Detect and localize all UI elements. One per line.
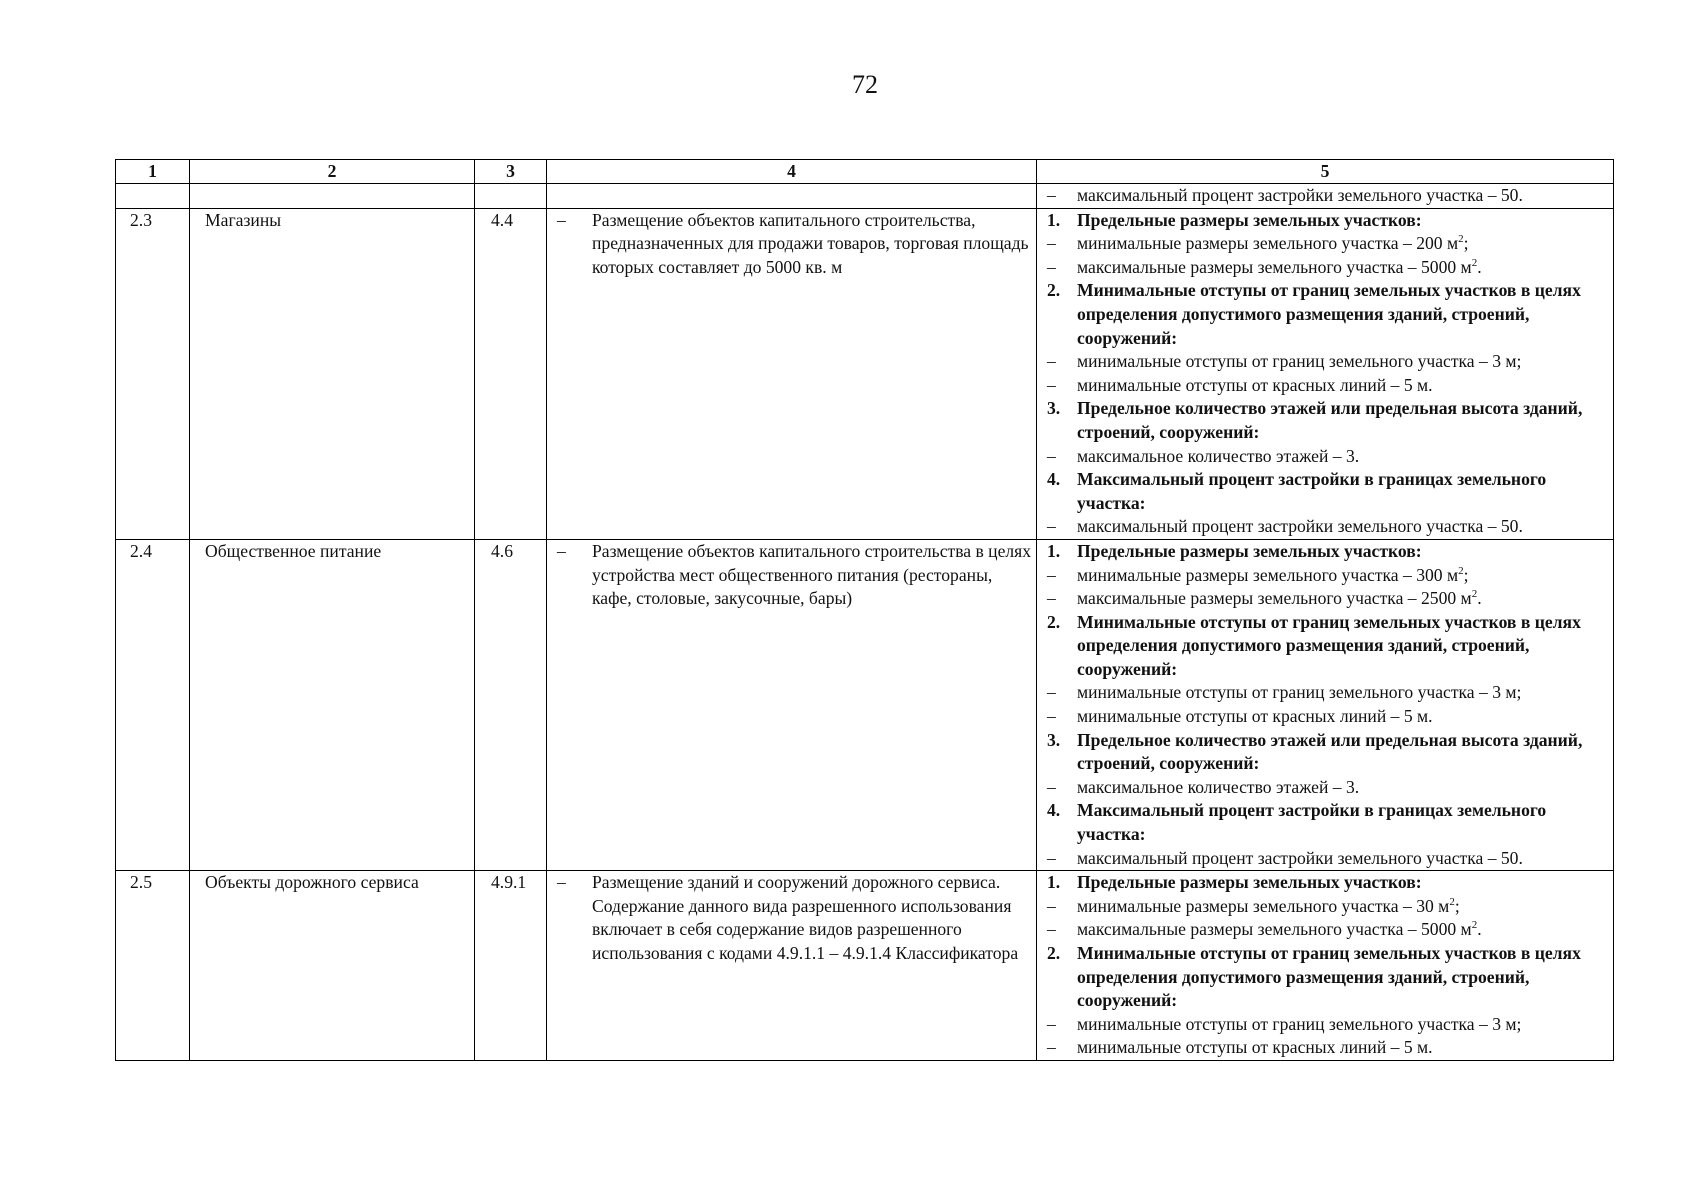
param-text-tail: .: [1477, 919, 1482, 940]
param-text-main: Предельные размеры земельных участков:: [1077, 872, 1422, 893]
param-text: [1077, 799, 1609, 846]
param-number: 3.: [1047, 398, 1061, 419]
param-text: [1077, 397, 1609, 444]
column-header-4: 4: [547, 160, 1037, 184]
param-text: [1077, 1013, 1609, 1037]
param-heading: [1047, 209, 1609, 233]
param-text-main: минимальные отступы от красных линий – 5 м.: [1077, 1037, 1433, 1058]
description-cell: [547, 871, 1037, 1061]
dash-marker: –: [1047, 256, 1056, 277]
superscript: 2: [1471, 588, 1478, 601]
table-row: [116, 871, 1614, 1061]
parameters-cell: [1037, 539, 1614, 870]
param-text: [1077, 445, 1609, 469]
param-text-main: Максимальный процент застройки в границах земельного участка:: [1077, 469, 1547, 513]
param-item: [1047, 895, 1609, 919]
dash-marker: –: [557, 872, 566, 893]
param-text-main: Предельные размеры земельных участков:: [1077, 209, 1422, 230]
param-text: [1077, 871, 1609, 895]
param-item: [1047, 1036, 1609, 1060]
param-text: [1077, 847, 1609, 871]
dash-marker: –: [1047, 1013, 1056, 1034]
param-text-main: минимальные отступы от красных линий – 5 м.: [1077, 706, 1433, 727]
param-text-main: максимальное количество этажей – 3.: [1077, 776, 1360, 797]
param-text-main: минимальные размеры земельного участка – 30 м: [1077, 895, 1450, 916]
param-text-main: Минимальные отступы от границ земельных участков в целях определения допустимого размещения зданий, строений, сооружений:: [1077, 280, 1581, 348]
empty-cell: [190, 184, 475, 209]
dash-marker: –: [1047, 185, 1056, 205]
param-heading: [1047, 942, 1609, 1013]
empty-cell: [547, 184, 1037, 209]
dash-marker: –: [1047, 351, 1056, 372]
param-text-main: минимальные отступы от границ земельного участка – 3 м;: [1077, 351, 1522, 372]
description-text: Размещение объектов капитального строительства, предназначенных для продажи товаров, торговая площадь которых составляет до 5000 кв. м: [592, 209, 1029, 277]
param-text-main: максимальный процент застройки земельного участка – 50.: [1077, 516, 1523, 537]
param-heading: [1047, 468, 1609, 515]
empty-cell: [116, 184, 190, 209]
param-item: [1047, 564, 1609, 588]
param-text-main: максимальные размеры земельного участка – 5000 м: [1077, 256, 1472, 277]
param-heading: [1047, 611, 1609, 682]
continuation-cell: [1037, 184, 1614, 209]
param-text-main: Максимальный процент застройки в границах земельного участка:: [1077, 800, 1547, 845]
param-text: [1077, 540, 1609, 564]
param-text: [1077, 587, 1609, 611]
param-item: [1047, 515, 1609, 539]
superscript: 2: [1458, 233, 1464, 246]
param-text: [1077, 895, 1609, 919]
param-text-main: минимальные размеры земельного участка – 200 м: [1077, 233, 1459, 254]
column-number-row: [116, 160, 1614, 184]
column-header-3: 3: [475, 160, 547, 184]
dash-marker: –: [1047, 233, 1056, 254]
param-heading: [1047, 729, 1609, 776]
param-item: [1047, 1013, 1609, 1037]
param-text-main: максимальные размеры земельного участка – 2500 м: [1077, 588, 1472, 609]
description-block: [557, 540, 1032, 611]
param-text: [1077, 350, 1609, 374]
param-heading: [1047, 799, 1609, 846]
param-text: [1077, 705, 1609, 729]
param-text-main: Минимальные отступы от границ земельных участков в целях определения допустимого размещения зданий, строений, сооружений:: [1077, 611, 1581, 679]
empty-cell: [475, 184, 547, 209]
param-item: [1047, 847, 1609, 871]
dash-marker: –: [1047, 847, 1056, 868]
row-number-cell: 2.5: [116, 871, 190, 1061]
description-text: Размещение объектов капитального строительства в целях устройства мест общественного питания (рестораны, кафе, столовые, закусочные, бары): [592, 540, 1032, 609]
dash-marker: –: [1047, 588, 1056, 609]
param-text: [1077, 515, 1609, 539]
row-number-cell: 2.3: [116, 208, 190, 539]
param-text-tail: ;: [1454, 895, 1460, 916]
param-number: 2.: [1047, 943, 1061, 963]
param-heading: [1047, 540, 1609, 564]
column-header-1: 1: [116, 160, 190, 184]
table-row: [116, 539, 1614, 870]
param-text-tail: .: [1477, 588, 1482, 609]
dash-marker: –: [1047, 516, 1056, 537]
classifier-code-cell: 4.4: [475, 208, 547, 539]
dash-marker: –: [1047, 1037, 1056, 1058]
param-text: [1077, 374, 1609, 398]
param-text-main: Предельное количество этажей или предельная высота зданий, строений, сооружений:: [1077, 729, 1583, 774]
param-text-main: максимальный процент застройки земельного участка – 50.: [1077, 847, 1523, 868]
param-text: [1077, 279, 1609, 350]
param-text-main: максимальное количество этажей – 3.: [1077, 445, 1360, 466]
table-row: [116, 208, 1614, 539]
regulations-table: [115, 159, 1614, 1061]
param-text-main: минимальные отступы от границ земельного участка – 3 м;: [1077, 682, 1522, 703]
param-number: 1.: [1047, 872, 1061, 893]
parameters-cell: [1037, 871, 1614, 1061]
param-item: [1047, 681, 1609, 705]
param-text: [1077, 776, 1609, 800]
superscript: 2: [1471, 256, 1478, 269]
param-item: [1047, 184, 1609, 208]
param-heading: [1047, 871, 1609, 895]
param-number: 2.: [1047, 611, 1061, 632]
dash-marker: –: [1047, 919, 1056, 940]
param-text: [1077, 468, 1609, 515]
param-text-tail: ;: [1463, 233, 1469, 254]
param-number: 1.: [1047, 209, 1061, 230]
param-text: [1077, 729, 1609, 776]
dash-marker: –: [1047, 776, 1056, 797]
param-item: [1047, 705, 1609, 729]
param-item: [1047, 350, 1609, 374]
dash-marker: –: [1047, 564, 1056, 585]
row-number-cell: 2.4: [116, 539, 190, 870]
param-number: 3.: [1047, 729, 1061, 750]
param-item: [1047, 374, 1609, 398]
param-item: [1047, 445, 1609, 469]
description-cell: [547, 539, 1037, 870]
param-item: [1047, 587, 1609, 611]
param-text-tail: .: [1477, 256, 1482, 277]
param-text: [1077, 942, 1609, 1013]
param-heading: [1047, 397, 1609, 444]
classifier-code-cell: 4.6: [475, 539, 547, 870]
continuation-text: максимальный процент застройки земельного участка – 50.: [1077, 185, 1523, 205]
description-cell: [547, 208, 1037, 539]
param-number: 1.: [1047, 540, 1061, 561]
dash-marker: –: [1047, 706, 1056, 727]
param-text-main: минимальные размеры земельного участка – 300 м: [1077, 564, 1459, 585]
param-text: [1077, 232, 1609, 256]
param-item: [1047, 232, 1609, 256]
param-item: [1047, 256, 1609, 280]
param-text: [1077, 918, 1609, 942]
use-name-cell: Магазины: [190, 208, 475, 539]
table-body: [116, 184, 1614, 1061]
description-text: Размещение зданий и сооружений дорожного сервиса. Содержание данного вида разрешенного использования включает в себя содержание видов разрешенного использования с кодами 4.9.1.1 – 4.9.1.4 Классификатора: [592, 872, 1019, 963]
column-header-5: 5: [1037, 160, 1614, 184]
use-name-cell: Объекты дорожного сервиса: [190, 871, 475, 1061]
superscript: 2: [1458, 564, 1464, 577]
param-text-main: Предельные размеры земельных участков:: [1077, 540, 1422, 561]
parameters-cell: [1037, 208, 1614, 539]
param-text-tail: ;: [1463, 564, 1469, 585]
param-text-main: минимальные отступы от красных линий – 5 м.: [1077, 374, 1433, 395]
superscript: 2: [1471, 919, 1478, 932]
dash-marker: –: [1047, 445, 1056, 466]
param-heading: [1047, 279, 1609, 350]
param-item: [1047, 918, 1609, 942]
param-text: [1077, 256, 1609, 280]
dash-marker: –: [557, 540, 566, 561]
param-number: 4.: [1047, 800, 1061, 821]
param-text: [1077, 681, 1609, 705]
description-block: [557, 209, 1032, 280]
param-text: [1077, 564, 1609, 588]
param-item: [1047, 776, 1609, 800]
superscript: 2: [1449, 895, 1455, 908]
param-text: [1077, 611, 1609, 682]
dash-marker: –: [1047, 895, 1056, 916]
description-block: [557, 871, 1032, 965]
param-text-main: максимальные размеры земельного участка – 5000 м: [1077, 919, 1472, 940]
param-text: [1077, 1036, 1609, 1060]
param-number: 4.: [1047, 469, 1061, 490]
param-text-main: Предельное количество этажей или предельная высота зданий, строений, сооружений:: [1077, 398, 1583, 442]
use-name-cell: Общественное питание: [190, 539, 475, 870]
param-text-main: минимальные отступы от границ земельного участка – 3 м;: [1077, 1013, 1522, 1034]
param-text: [1077, 209, 1609, 233]
dash-marker: –: [557, 209, 566, 230]
param-number: 2.: [1047, 280, 1061, 301]
param-text-main: Минимальные отступы от границ земельных участков в целях определения допустимого размещения зданий, строений, сооружений:: [1077, 943, 1581, 1011]
dash-marker: –: [1047, 682, 1056, 703]
page-number: 72: [852, 70, 878, 99]
classifier-code-cell: 4.9.1: [475, 871, 547, 1061]
column-header-2: 2: [190, 160, 475, 184]
continuation-row: [116, 184, 1614, 209]
dash-marker: –: [1047, 374, 1056, 395]
